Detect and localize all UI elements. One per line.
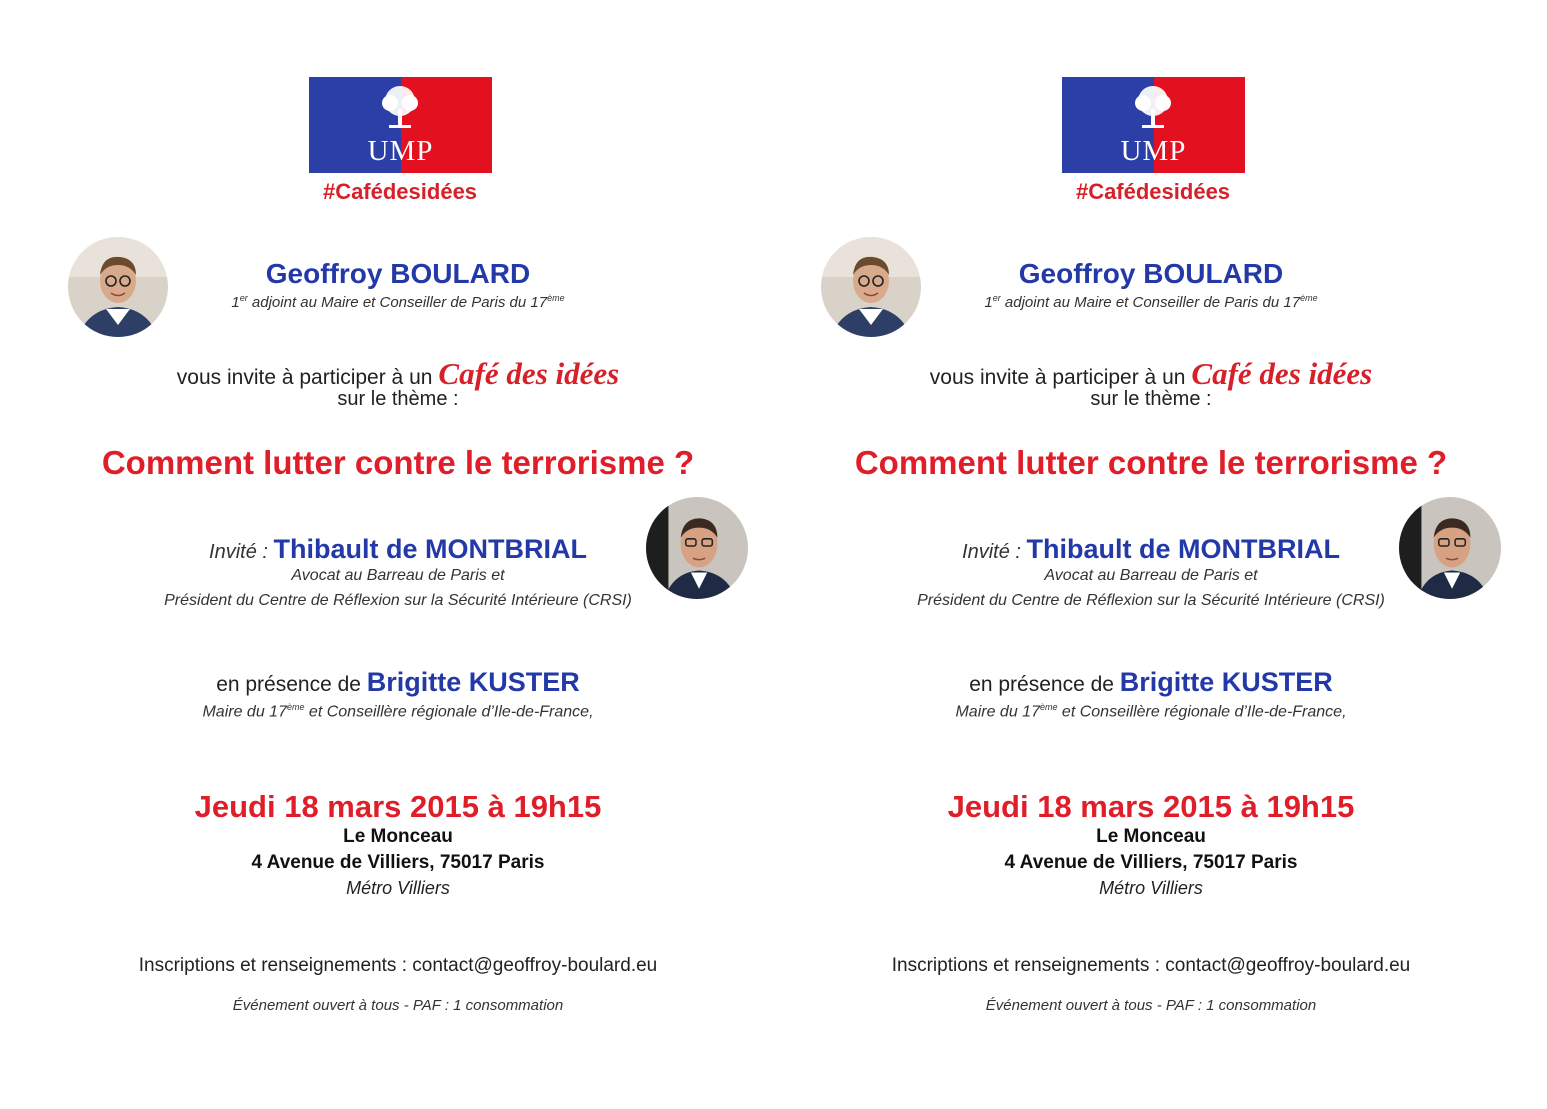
guest-role-line2: Président du Centre de Réflexion sur la Sécurité Intérieure (CRSI) xyxy=(164,592,632,609)
invitation-flyer-right xyxy=(753,0,1513,1109)
logo-text: UMP xyxy=(367,135,434,167)
host-name: Geoffroy BOULARD xyxy=(265,258,531,289)
hashtag: #Cafédesidées xyxy=(322,179,478,204)
guest-role-line2: Président du Centre de Réflexion sur la Sécurité Intérieure (CRSI) xyxy=(917,592,1385,609)
host-role-part: adjoint au Maire et Conseiller de Paris du 17 xyxy=(1000,294,1301,311)
event-address: 4 Avenue de Villiers, 75017 Paris xyxy=(1004,852,1298,873)
presence-name: Brigitte KUSTER xyxy=(366,667,580,697)
invitation-flyer-left xyxy=(0,0,760,1109)
event-venue: Le Monceau xyxy=(1096,826,1206,847)
guest-label: Invité : xyxy=(962,541,1027,563)
host-role-sup: ème xyxy=(547,293,565,303)
invite-line xyxy=(753,356,1547,392)
footer-note: Événement ouvert à tous - PAF : 1 consommation xyxy=(985,997,1317,1014)
presence-role xyxy=(753,702,1547,721)
presence-label: en présence de xyxy=(969,673,1120,696)
host-role-sup: er xyxy=(239,293,248,303)
event-question: Comment lutter contre le terrorisme ? xyxy=(854,444,1448,481)
presence-label: en présence de xyxy=(216,673,367,696)
tree-icon xyxy=(1128,83,1178,131)
host-role xyxy=(753,293,1547,311)
cafe-des-idees-title: Café des idées xyxy=(438,356,620,391)
guest-portrait-image xyxy=(1399,497,1501,599)
hashtag: #Cafédesidées xyxy=(1075,179,1231,204)
footer-note: Événement ouvert à tous - PAF : 1 consommation xyxy=(232,997,564,1014)
host-name: Geoffroy BOULARD xyxy=(1018,258,1284,289)
contact-line: Inscriptions et renseignements : contact@geoffroy-boulard.eu xyxy=(891,955,1411,976)
tree-icon xyxy=(375,83,425,131)
guest-role-line1: Avocat au Barreau de Paris et xyxy=(1044,567,1258,584)
host-role xyxy=(0,293,796,311)
event-address: 4 Avenue de Villiers, 75017 Paris xyxy=(251,852,545,873)
presence-role-part: Maire du 17 xyxy=(955,703,1040,721)
presence-role-part: Maire du 17 xyxy=(202,703,287,721)
contact-line: Inscriptions et renseignements : contact@geoffroy-boulard.eu xyxy=(138,955,658,976)
host-role-part: 1 xyxy=(984,294,993,311)
guest-name: Thibault de MONTBRIAL xyxy=(273,534,587,564)
guest-photo xyxy=(646,497,748,599)
guest-label: Invité : xyxy=(209,541,274,563)
invite-line xyxy=(0,356,796,392)
event-date: Jeudi 18 mars 2015 à 19h15 xyxy=(947,789,1355,824)
presence-role-part: et Conseillère régionale d’Ile-de-France, xyxy=(304,703,594,721)
guest-role-line1: Avocat au Barreau de Paris et xyxy=(291,567,505,584)
event-metro: Métro Villiers xyxy=(1099,878,1203,898)
event-venue: Le Monceau xyxy=(343,826,453,847)
event-question: Comment lutter contre le terrorisme ? xyxy=(101,444,695,481)
presence-name: Brigitte KUSTER xyxy=(1119,667,1333,697)
host-role-part: 1 xyxy=(231,294,240,311)
host-role-sup: er xyxy=(992,293,1001,303)
ump-logo xyxy=(1062,77,1245,173)
presence-role xyxy=(0,702,796,721)
invite-text: vous invite à participer à un xyxy=(176,366,433,389)
presence-role-sup: ème xyxy=(1039,702,1058,712)
host-role-sup: ème xyxy=(1300,293,1318,303)
guest-portrait-image xyxy=(646,497,748,599)
theme-label: sur le thème : xyxy=(1090,388,1212,410)
guest-name: Thibault de MONTBRIAL xyxy=(1026,534,1340,564)
invite-text: vous invite à participer à un xyxy=(929,366,1186,389)
presence-role-part: et Conseillère régionale d’Ile-de-France, xyxy=(1057,703,1347,721)
presence-role-sup: ème xyxy=(286,702,305,712)
presence-line xyxy=(0,667,796,698)
ump-logo xyxy=(309,77,492,173)
presence-line xyxy=(753,667,1547,698)
theme-label: sur le thème : xyxy=(337,388,459,410)
guest-photo xyxy=(1399,497,1501,599)
event-metro: Métro Villiers xyxy=(346,878,450,898)
host-role-part: adjoint au Maire et Conseiller de Paris du 17 xyxy=(247,294,548,311)
event-date: Jeudi 18 mars 2015 à 19h15 xyxy=(194,789,602,824)
logo-text: UMP xyxy=(1120,135,1187,167)
cafe-des-idees-title: Café des idées xyxy=(1191,356,1373,391)
